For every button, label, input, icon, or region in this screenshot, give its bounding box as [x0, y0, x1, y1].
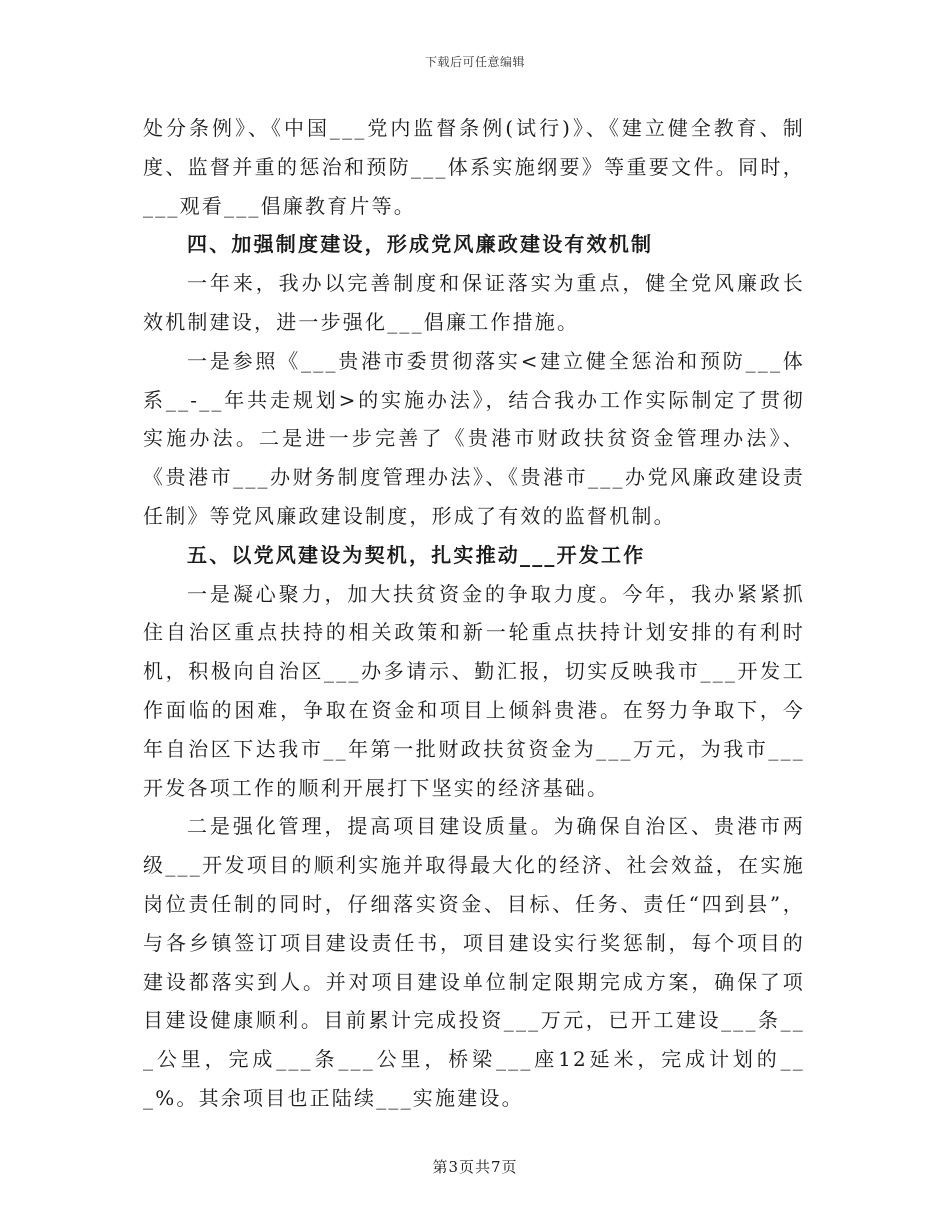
paragraph-regulations: 处分条例》、《中国___党内监督条例(试行)》、《建立健全教育、制度、监督并重的惩治和预防___体系实施纲要》等重要文件。同时，___观看___倡廉教育片等。 [143, 116, 805, 218]
section-heading-5: 五、以党风建设为契机，扎实推动___开发工作 [187, 542, 646, 567]
paragraph-funding: 一是凝心聚力，加大扶贫资金的争取力度。今年，我办紧紧抓住自治区重点扶持的相关政策和新一轮重点扶持计划安排的有利时机，积极向自治区___办多请示、勤汇报，切实反映我市___开发工作面临的困难，争取在资金和项目上倾斜贵港。在努力争取下，今年自治区下达我市__年第一批财政扶贫资金为___万元，为我市___开发各项工作的顺利开展打下坚实的经济基础。 [143, 581, 805, 800]
paragraph-project-management: 二是强化管理，提高项目建设质量。为确保自治区、贵港市两级___开发项目的顺利实施并取得最大化的经济、社会效益，在实施岗位责任制的同时，仔细落实资金、目标、任务、责任“四到县”，与各乡镇签订项目建设责任书，项目建设实行奖惩制，每个项目的建设都落实到人。并对项目建设单位制定限期完成方案，确保了项目建设健康顺利。目前累计完成投资___万元，已开工建设___条___公里，完成___条___公里，桥梁___座12延米，完成计划的___%。其余项目也正陆续___实施建设。 [143, 814, 805, 1110]
paragraph-year-summary: 一年来，我办以完善制度和保证落实为重点，健全党风廉政长效机制建设，进一步强化___倡廉工作措施。 [143, 271, 805, 334]
section-heading-4: 四、加强制度建设，形成党风廉政建设有效机制 [187, 232, 654, 257]
page-header: 下载后可任意编辑 [424, 55, 525, 69]
paragraph-regulation-measures: 一是参照《___贵港市委贯彻落实<建立健全惩治和预防___体系__-__年共走规划>的实施办法》，结合我办工作实际制定了贯彻实施办法。二是进一步完善了《贵港市财政扶贫资金管理办法》、《贵港市___办财务制度管理办法》、《贵港市___办党风廉政建设责任制》等党风廉政建设制度，形成了有效的监督机制。 [143, 348, 805, 528]
page-number: 第3页共7页 [432, 1158, 518, 1176]
document-body [143, 109, 805, 1118]
